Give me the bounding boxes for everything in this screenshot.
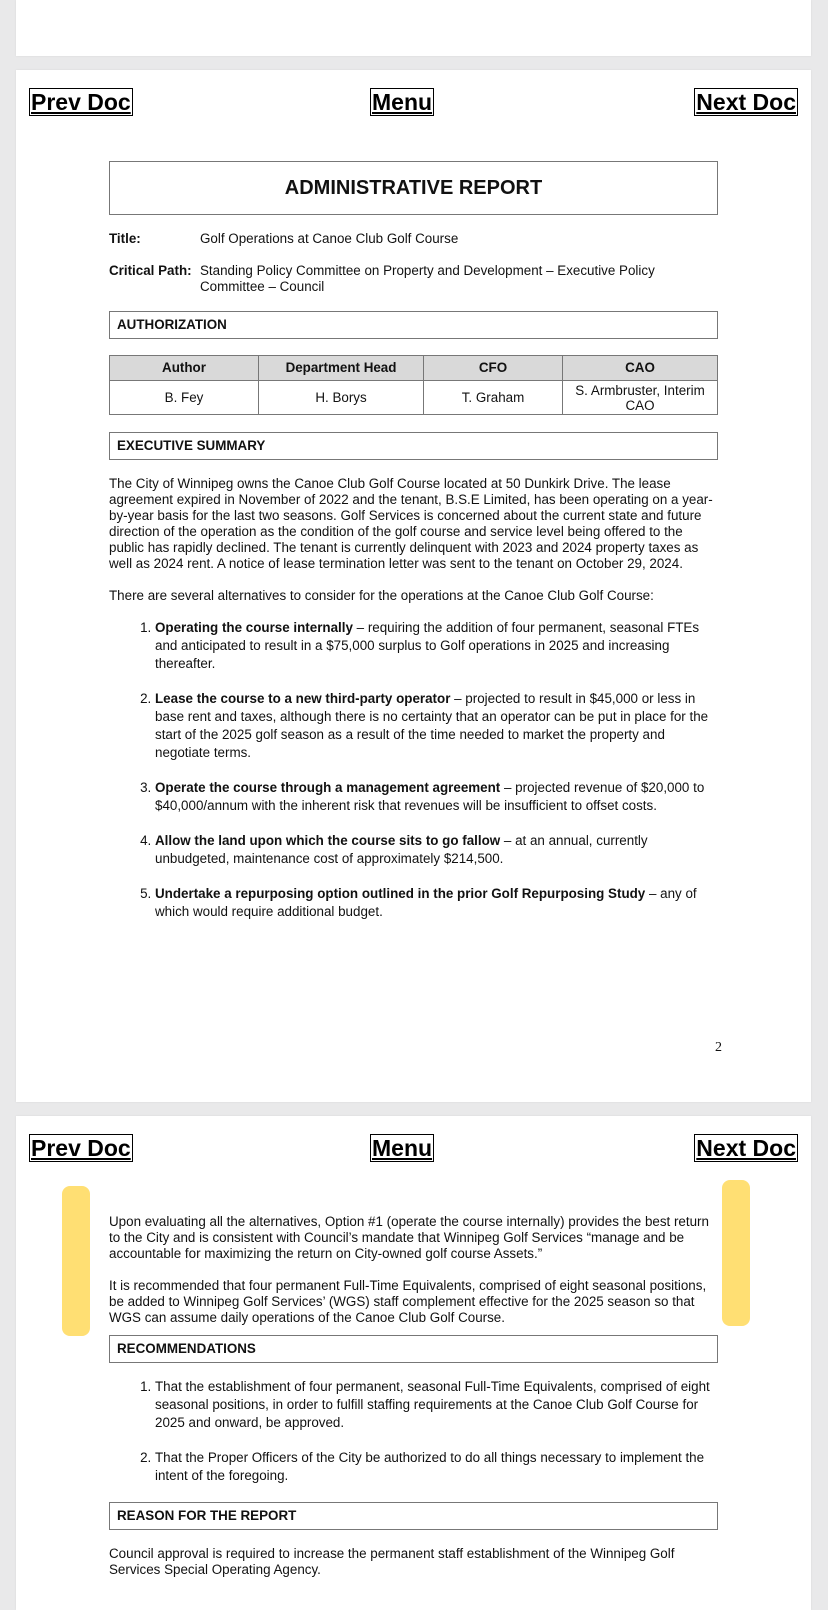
title-field — [109, 231, 718, 247]
alternatives-intro: There are several alternatives to consider for the operations at the Canoe Club Golf Course: — [109, 588, 654, 603]
page-number: 2 — [715, 1040, 722, 1055]
list-item: 2. That the Proper Officers of the City be authorized to do all things necessary to implement the intent of the foregoing. — [155, 1449, 718, 1485]
menu-link[interactable]: Menu — [372, 1135, 433, 1161]
prev-doc-link[interactable]: Prev Doc — [31, 89, 131, 115]
next-doc-link[interactable]: Next Doc — [696, 1135, 796, 1161]
previous-page — [16, 0, 811, 56]
next-doc-link[interactable]: Next Doc — [696, 89, 796, 115]
critical-path-value: Standing Policy Committee on Property and Development – Executive Policy Committee – Council — [200, 263, 655, 294]
authorization-table-header — [110, 356, 718, 381]
list-item: 2. Lease the course to a new third-party operator – projected to result in $45,000 or less in base rent and taxes, although there is no certainty that an operator can be put in place for the start of the 2025 golf season as a result of the time needed to market the property and negotiate terms. — [155, 690, 718, 762]
recommendations-list — [109, 1378, 718, 1485]
doc-navbar — [29, 88, 798, 118]
list-item: 1. Operating the course internally – requiring the addition of four permanent, seasonal FTEs and anticipated to result in a $75,000 surplus to Golf operations in 2025 and increasing thereafter. — [155, 619, 718, 673]
alternatives-list — [109, 619, 718, 921]
reason-paragraph: Council approval is required to increase the permanent staff establishment of the Winnipeg Golf Services Special Operating Agency. — [109, 1546, 675, 1577]
list-item: 5. Undertake a repurposing option outlined in the prior Golf Repurposing Study – any of which would require additional budget. — [155, 885, 718, 921]
title-value: Golf Operations at Canoe Club Golf Course — [200, 231, 459, 246]
recommendations-heading: RECOMMENDATIONS — [109, 1335, 718, 1363]
report-heading: ADMINISTRATIVE REPORT — [109, 161, 718, 215]
authorization-table-row — [110, 381, 718, 415]
header-department-head: Department Head — [259, 356, 424, 381]
cell-cao: S. Armbruster, Interim CAO — [563, 381, 718, 415]
header-author: Author — [110, 356, 259, 381]
critical-path-label: Critical Path: — [109, 263, 192, 278]
authorization-heading: AUTHORIZATION — [109, 311, 718, 339]
doc-navbar — [29, 1134, 798, 1164]
cell-author: B. Fey — [110, 381, 259, 415]
header-cao: CAO — [563, 356, 718, 381]
document-page-3 — [16, 1116, 811, 1610]
summary-paragraph: The City of Winnipeg owns the Canoe Club Golf Course located at 50 Dunkirk Drive. The lease agreement expired in November of 2022 and the tenant, B.S.E Limited, has been operating on a year-by-year basis for the last two seasons. Golf Services is concerned about the current state and future direction of the operation as the condition of the golf course and service level being offered to the public has rapidly declined. The tenant is currently delinquent with 2023 and 2024 property taxes as well as 2024 rent. A notice of lease termination letter was sent to the tenant on October 29, 2024. — [109, 476, 713, 571]
recommendation-paragraph: It is recommended that four permanent Full-Time Equivalents, comprised of eight seasonal positions, be added to Winnipeg Golf Services’ (WGS) staff complement effective for the 2025 season so that WGS can assume daily operations of the Canoe Club Golf Course. — [109, 1278, 707, 1325]
executive-summary-heading: EXECUTIVE SUMMARY — [109, 432, 718, 460]
cell-department-head: H. Borys — [259, 381, 424, 415]
reason-heading: REASON FOR THE REPORT — [109, 1502, 718, 1530]
authorization-table — [109, 355, 718, 415]
menu-link[interactable]: Menu — [372, 89, 433, 115]
critical-path-field — [109, 263, 718, 295]
document-page-2 — [16, 70, 811, 1102]
title-label: Title: — [109, 231, 141, 246]
report-body-continued — [109, 1214, 718, 1578]
header-cfo: CFO — [424, 356, 563, 381]
cell-cfo: T. Graham — [424, 381, 563, 415]
list-item: 4. Allow the land upon which the course sits to go fallow – at an annual, currently unbudgeted, maintenance cost of approximately $214,500. — [155, 832, 718, 868]
list-item: 1. That the establishment of four permanent, seasonal Full-Time Equivalents, comprised of eight seasonal positions, in order to fulfill staffing requirements at the Canoe Club Golf Course for 2025 and onward, be approved. — [155, 1378, 718, 1432]
prev-doc-link[interactable]: Prev Doc — [31, 1135, 131, 1161]
list-item: 3. Operate the course through a management agreement – projected revenue of $20,000 to $40,000/annum with the inherent risk that revenues will be insufficient to offset costs. — [155, 779, 718, 815]
evaluation-paragraph: Upon evaluating all the alternatives, Option #1 (operate the course internally) provides the best return to the City and is consistent with Council’s mandate that Winnipeg Golf Services “manage and be accountable for maximizing the return on City-owned golf course Assets.” — [109, 1214, 709, 1261]
highlighter-mark-right — [722, 1180, 750, 1326]
highlighter-mark-left — [62, 1186, 90, 1336]
report-body — [109, 161, 718, 938]
